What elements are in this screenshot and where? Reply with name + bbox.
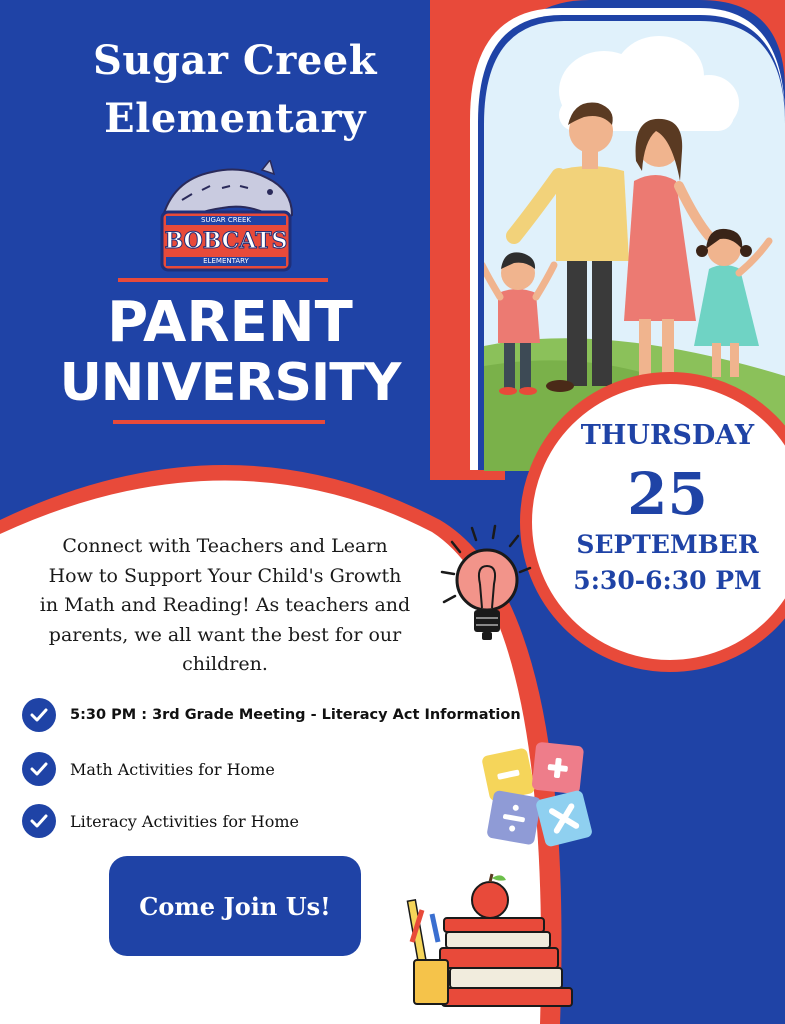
event-time: 5:30-6:30 PM <box>573 566 762 595</box>
agenda-item <box>22 698 521 732</box>
books-apple-icon <box>402 870 582 1012</box>
event-day: THURSDAY <box>580 420 755 451</box>
agenda-item-text: Literacy Activities for Home <box>70 811 299 831</box>
agenda-item <box>22 804 299 838</box>
title-rule-top <box>118 278 328 282</box>
event-month: SEPTEMBER <box>576 530 759 559</box>
agenda-item-text: 5:30 PM : 3rd Grade Meeting - Literacy Act Information <box>70 707 521 723</box>
intro-line: children. <box>182 653 268 675</box>
logo-main-text: BOBCATS <box>164 228 288 254</box>
agenda-item-text: Math Activities for Home <box>70 759 275 779</box>
agenda-item <box>22 752 275 786</box>
checkmark-icon <box>22 752 56 786</box>
logo-bottom-text: ELEMENTARY <box>203 257 249 265</box>
bobcats-logo <box>152 160 300 278</box>
math-blocks-icon <box>476 738 601 853</box>
intro-text <box>30 532 420 680</box>
intro-line: in Math and Reading! As teachers and <box>39 594 411 616</box>
event-title-line2: UNIVERSITY <box>59 353 401 413</box>
checkmark-icon <box>22 804 56 838</box>
school-name-line1: Sugar Creek <box>93 37 377 84</box>
school-name <box>40 32 430 148</box>
logo-top-text: SUGAR CREEK <box>200 216 252 224</box>
event-date-number: 25 <box>627 460 708 528</box>
intro-line: parents, we all want the best for our <box>48 623 402 646</box>
intro-line: How to Support Your Child's Growth <box>48 564 402 587</box>
title-rule-bottom <box>113 420 325 424</box>
intro-line: Connect with Teachers and Learn <box>62 535 388 557</box>
checkmark-icon <box>22 698 56 732</box>
school-name-line2: Elementary <box>104 95 366 142</box>
event-title-line1: PARENT <box>107 290 353 355</box>
lightbulb-icon <box>440 522 535 652</box>
come-join-us-button[interactable]: Come Join Us! <box>109 856 361 956</box>
